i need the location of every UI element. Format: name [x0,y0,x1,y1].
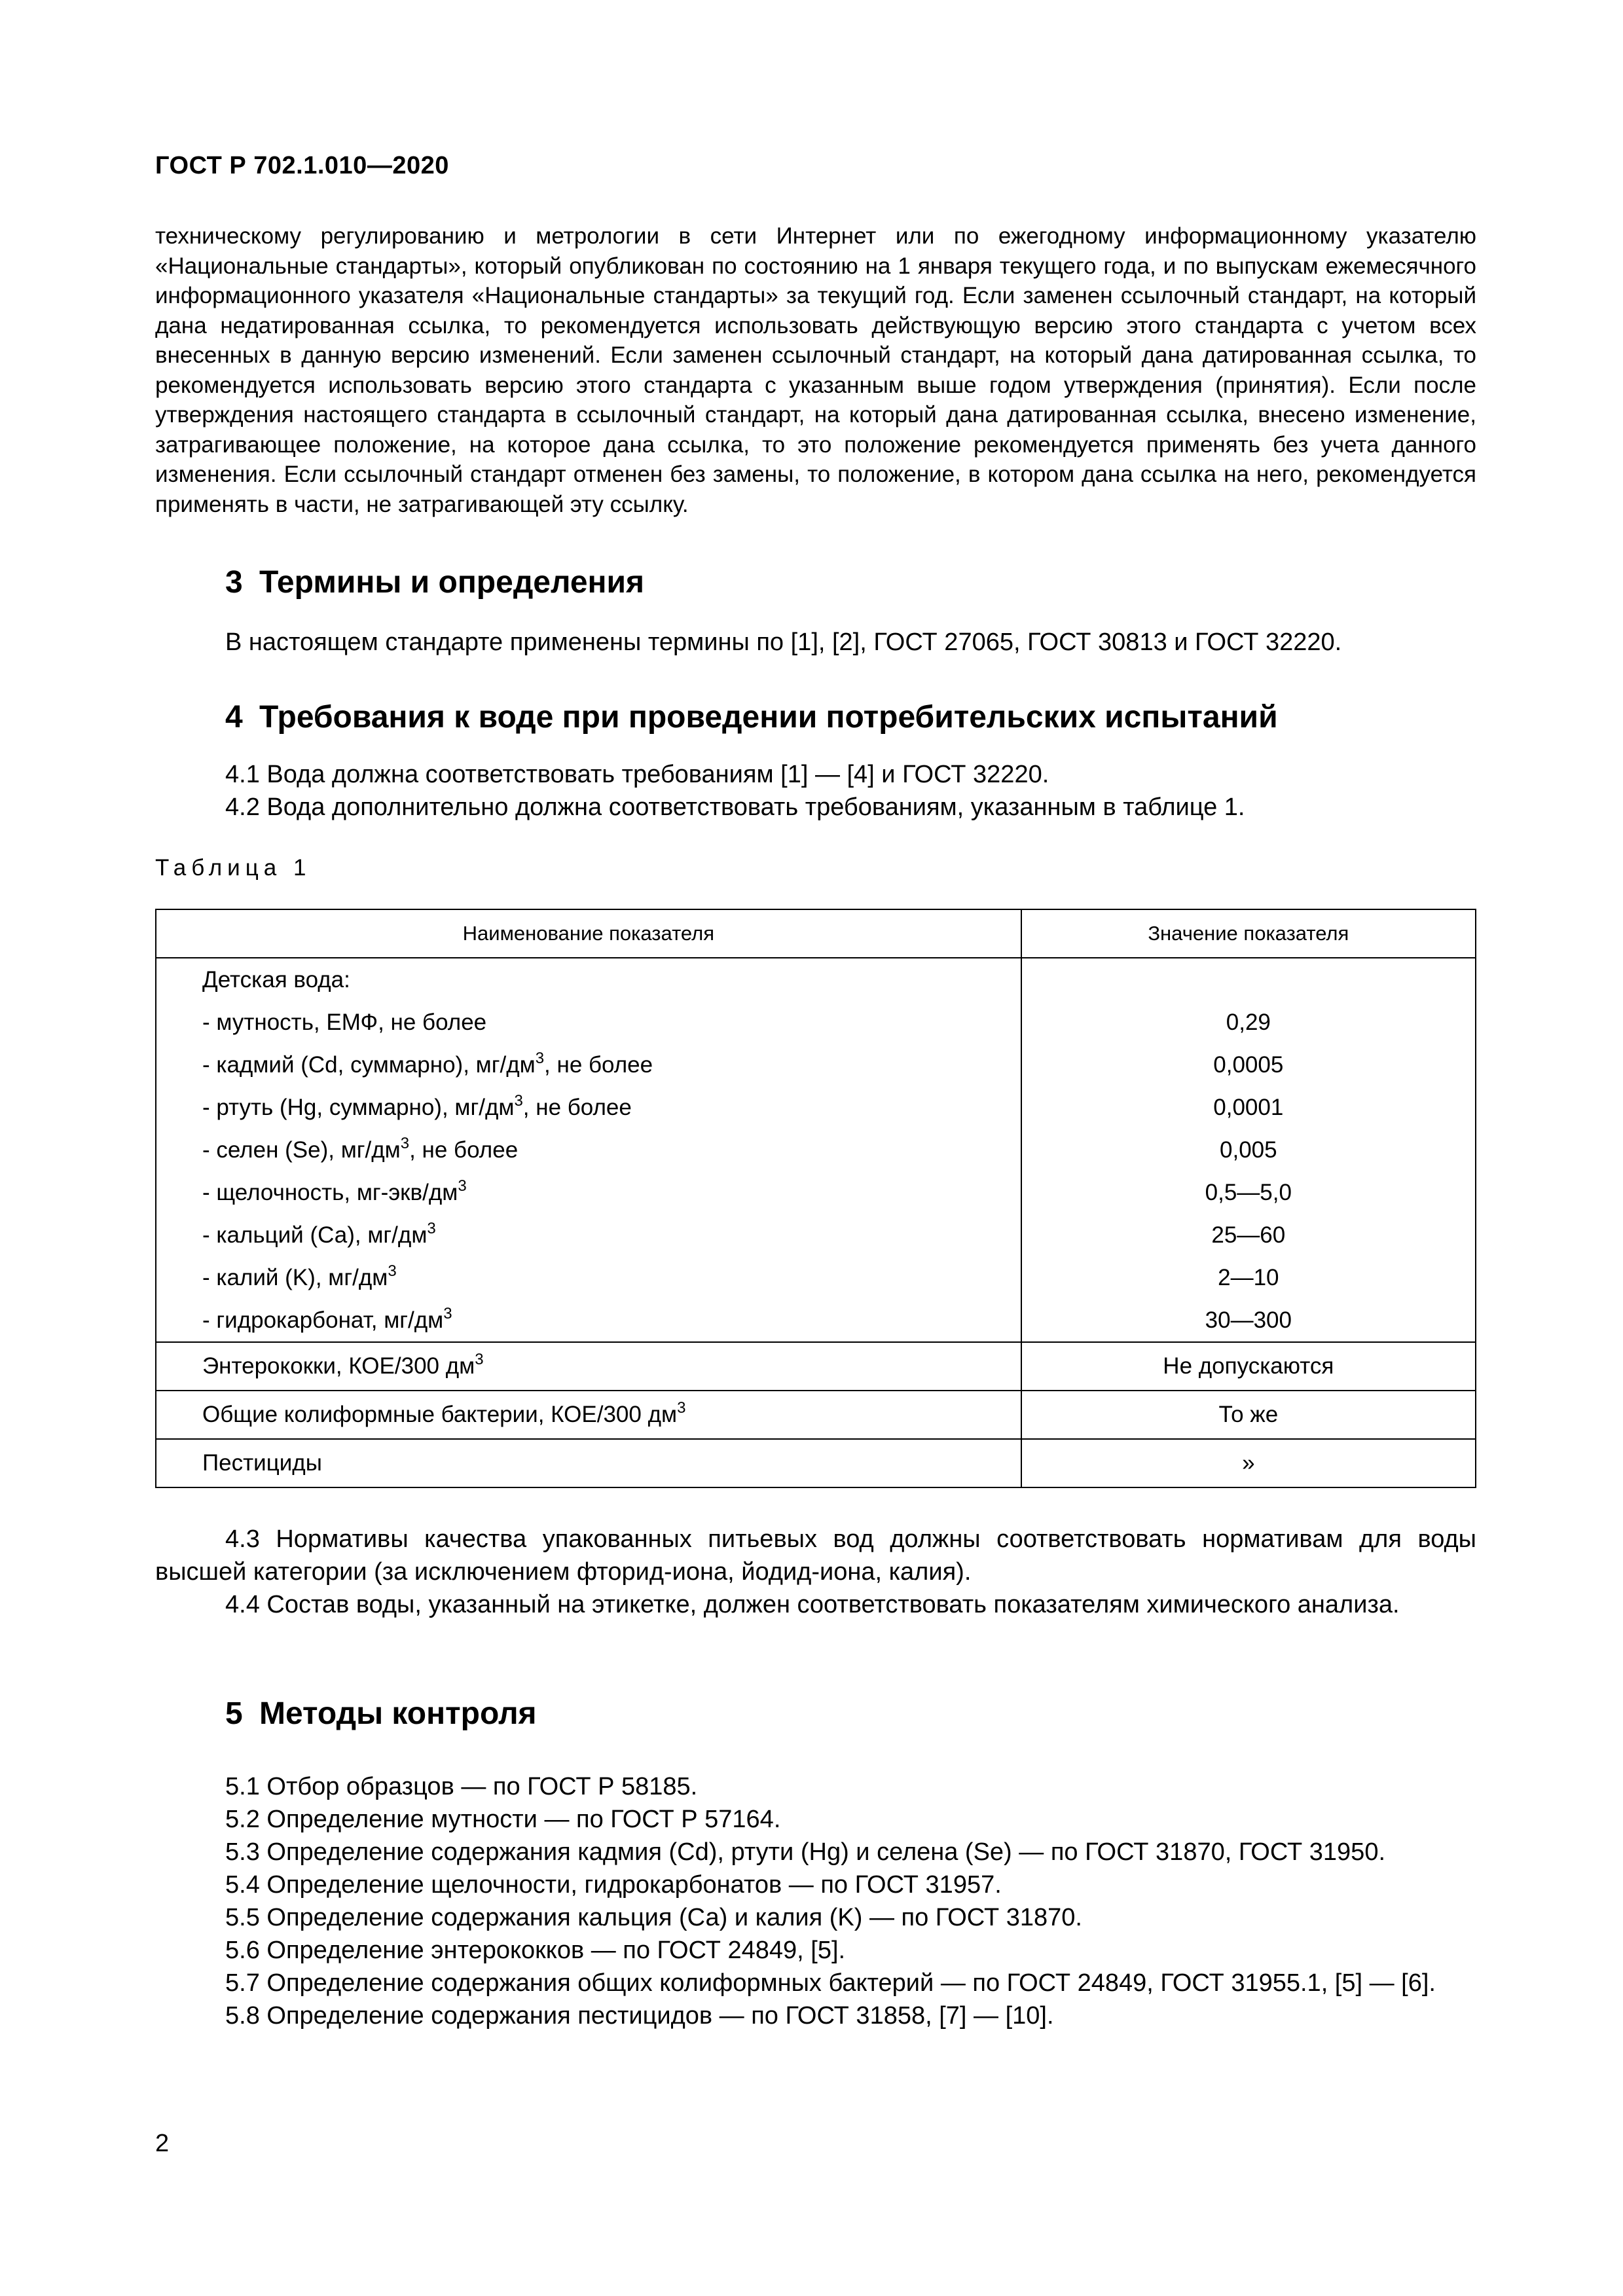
unit-exponent: 3 [677,1399,686,1417]
unit-exponent: 3 [535,1049,545,1067]
unit-exponent: 3 [458,1176,467,1195]
table-caption: Таблица 1 [155,855,312,881]
value-cell [1021,1171,1476,1214]
name-cell [156,1214,1021,1256]
list-item: 5.2 Определение мутности — по ГОСТ Р 57164. [225,1806,781,1833]
table-row [156,1001,1476,1044]
value-cell-text: 2—10 [1218,1264,1279,1290]
name-cell [156,1391,1021,1439]
value-cell [1021,1001,1476,1044]
intro-paragraph: техническому регулированию и метрологии в сети Интернет или по ежегодному информационному указателю «Национальные стандарты», который опубликован по состоянию на 1 января текущего года, и по выпускам ежемесячного информационного указателя «Национальные стандарты» за текущий год. Если заменен ссылочный стандарт, на который дана недатированная ссылка, то рекомендуется использовать действующую версию этого стандарта с учетом всех внесенных в данную версию изменений. Если заменен ссылочный стандарт, на который дана датированная ссылка, то рекомендуется использовать версию этого стандарта с указанным выше годом утверждения (принятия). Если после утверждения настоящего стандарта в ссылочный стандарт, на который дана датированная ссылка, внесено изменение, затрагивающее положение, на которое дана ссылка, то это положение рекомендуется применять без учета данного изменения. Если ссылочный стандарт отменен без замены, то положение, в котором дана ссылка на него, рекомендуется применять в части, не затрагивающей эту ссылку. [155,223,1476,517]
section-4-number: 4 [225,700,243,735]
table-1 [155,909,1476,1488]
name-cell-text: - кальций (Са), мг/дм [202,1222,428,1248]
document-header: ГОСТ Р 702.1.010—2020 [155,152,449,179]
list-item: 5.8 Определение содержания пестицидов — по ГОСТ 31858, [7] — [10]. [225,2002,1054,2030]
header-value-cell: Значение показателя [1021,909,1476,958]
name-cell [156,1129,1021,1171]
section-4-heading [225,699,1278,735]
table-header-row [156,909,1476,958]
unit-exponent: 3 [427,1219,436,1237]
value-cell [1021,1439,1476,1487]
name-suffix: , не более [522,1094,632,1120]
name-suffix: , не более [544,1051,653,1078]
name-cell-text: Общие колиформные бактерии, КОЕ/300 дм [202,1402,678,1427]
value-cell-text: 0,5—5,0 [1205,1179,1292,1205]
name-cell-text: - кадмий (Cd, суммарно), мг/дм [202,1051,536,1078]
table-row [156,1299,1476,1342]
clause-4-3: 4.3 Нормативы качества упакованных питьевых вод должны соответствовать нормативам для воды высшей категории (за исключением фторид-иона, йодид-иона, калия). [155,1525,1476,1586]
table-row [156,1439,1476,1487]
value-cell [1021,1256,1476,1299]
name-cell-text: - селен (Se), мг/дм [202,1137,401,1163]
value-cell [1021,958,1476,1001]
table-row [156,1214,1476,1256]
table-row [156,1391,1476,1439]
name-cell [156,1044,1021,1086]
value-cell [1021,1342,1476,1391]
group-title-cell-text: Детская вода: [202,966,350,993]
table-row [156,958,1476,1001]
value-cell-text: 0,005 [1220,1137,1277,1163]
name-cell-text: - калий (K), мг/дм [202,1264,388,1290]
section-3-number: 3 [225,565,243,600]
table-row [156,1129,1476,1171]
table-row [156,1256,1476,1299]
value-cell-text: 0,0001 [1213,1094,1284,1120]
value-cell-text: То же [1218,1402,1279,1427]
name-cell [156,1342,1021,1391]
value-cell [1021,1086,1476,1129]
list-item: 5.1 Отбор образцов — по ГОСТ Р 58185. [225,1773,698,1800]
name-cell-text: Энтерококки, КОЕ/300 дм [202,1353,475,1379]
list-item: 5.3 Определение содержания кадмия (Cd), ртути (Hg) и селена (Se) — по ГОСТ 31870, ГОСТ 31950. [225,1838,1386,1866]
value-cell [1021,1129,1476,1171]
section-3-heading [225,564,644,600]
value-cell [1021,1044,1476,1086]
list-item: 5.7 Определение содержания общих колиформных бактерий — по ГОСТ 24849, ГОСТ 31955.1, [5] — [6]. [225,1969,1436,1997]
name-cell-text: - ртуть (Hg, суммарно), мг/дм [202,1094,515,1120]
list-item: 5.4 Определение щелочности, гидрокарбонатов — по ГОСТ 31957. [225,1871,1002,1899]
table-row [156,1086,1476,1129]
value-cell-text: 30—300 [1205,1307,1292,1333]
value-cell [1021,1214,1476,1256]
value-cell-text: 25—60 [1211,1222,1286,1248]
name-cell-text: - мутность, ЕМФ, не более [202,1009,487,1035]
unit-exponent: 3 [443,1304,452,1322]
section-5-list [155,1770,1476,2032]
name-cell [156,1256,1021,1299]
section-3-text: В настоящем стандарте применены термины по [1], [2], ГОСТ 27065, ГОСТ 30813 и ГОСТ 32220. [225,629,1342,656]
group-title-cell [156,958,1021,1001]
clause-4-4: 4.4 Состав воды, указанный на этикетке, должен соответствовать показателям химического анализа. [225,1591,1400,1618]
clause-4-1: 4.1 Вода должна соответствовать требованиям [1] — [4] и ГОСТ 32220. [225,761,1049,788]
table-row [156,1171,1476,1214]
name-cell [156,1299,1021,1342]
section-5-number: 5 [225,1696,243,1731]
name-cell [156,1439,1021,1487]
clause-4-2: 4.2 Вода дополнительно должна соответствовать требованиям, указанным в таблице 1. [225,793,1245,821]
unit-exponent: 3 [475,1351,484,1368]
name-cell-text: - гидрокарбонат, мг/дм [202,1307,444,1333]
name-cell [156,1171,1021,1214]
name-cell [156,1001,1021,1044]
value-cell [1021,1391,1476,1439]
section-3-title: Термины и определения [259,565,645,600]
table-row [156,1342,1476,1391]
table-row [156,1044,1476,1086]
name-cell-text: - щелочность, мг-экв/дм [202,1179,458,1205]
unit-exponent: 3 [400,1134,410,1152]
name-suffix: , не более [409,1137,519,1163]
name-cell-text: Пестициды [202,1450,322,1476]
header-name-cell: Наименование показателя [156,909,1021,958]
value-cell-text: 0,0005 [1213,1051,1284,1078]
value-cell [1021,1299,1476,1342]
unit-exponent: 3 [388,1262,397,1280]
section-5-heading [225,1696,537,1732]
section-5-title: Методы контроля [259,1696,537,1731]
section-4-title: Требования к воде при проведении потребительских испытаний [259,700,1278,735]
page-number: 2 [155,2130,170,2157]
value-cell-text: Не допускаются [1163,1353,1334,1379]
list-item: 5.6 Определение энтерококков — по ГОСТ 24849, [5]. [225,1937,846,1964]
name-cell [156,1086,1021,1129]
value-cell-text: » [1242,1450,1255,1476]
value-cell-text: 0,29 [1226,1009,1271,1035]
list-item: 5.5 Определение содержания кальция (Са) и калия (K) — по ГОСТ 31870. [225,1904,1082,1931]
unit-exponent: 3 [514,1091,523,1110]
